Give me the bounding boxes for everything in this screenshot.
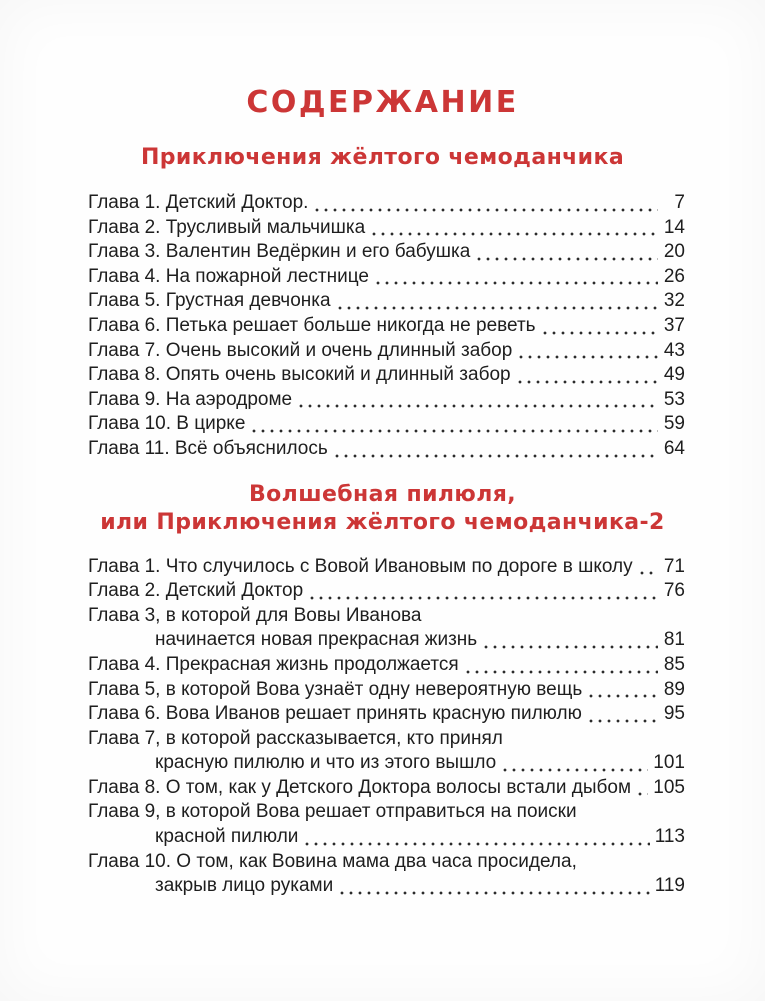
page-number: 53: [663, 388, 685, 410]
toc-entry: [88, 388, 685, 413]
page-number: 105: [653, 776, 685, 798]
page-number: 49: [663, 364, 685, 386]
toc-section-2: [0, 481, 765, 899]
page-number: 113: [654, 826, 685, 848]
toc-entry: [88, 628, 685, 653]
dot-leader: [335, 453, 658, 459]
toc-entry-text: Глава 10. В цирке: [88, 413, 246, 435]
page-number: 81: [663, 629, 685, 651]
toc-entry: [88, 825, 685, 850]
dot-leader: [589, 718, 658, 724]
toc-entry: [88, 191, 685, 216]
toc-entry: [88, 751, 685, 776]
toc-entry: [88, 339, 685, 364]
toc-entry: [88, 314, 685, 339]
page-number: 71: [663, 555, 685, 577]
toc-entry-text: Глава 1. Что случилось с Вовой Ивановым по дороге в школу: [88, 555, 633, 577]
toc: [0, 144, 765, 899]
toc-entry-text: Глава 4. Прекрасная жизнь продолжается: [88, 653, 459, 675]
toc-entry-text: Глава 7, в которой рассказывается, кто принял: [88, 727, 503, 749]
dot-leader: [589, 693, 658, 699]
section-title-line: Волшебная пилюля,: [249, 481, 516, 507]
page-number: 85: [663, 653, 685, 675]
dot-leader: [372, 231, 658, 237]
toc-entry-text: Глава 3. Валентин Ведёркин и его бабушка: [88, 241, 471, 263]
toc-entry-text: закрыв лицо руками: [155, 875, 334, 897]
dot-leader: [310, 595, 658, 601]
toc-entry-text: Глава 5. Грустная девчонка: [88, 290, 331, 312]
toc-entry-text: Глава 9, в которой Вова решает отправиться на поиски: [88, 801, 577, 823]
toc-entry: [88, 363, 685, 388]
page-number: 37: [663, 314, 685, 336]
toc-entry: [88, 727, 685, 752]
toc-entry-text: Глава 9. На аэродроме: [88, 388, 293, 410]
dot-leader: [503, 767, 648, 773]
toc-entry: [88, 702, 685, 727]
dot-leader: [338, 305, 658, 311]
toc-entry: [88, 265, 685, 290]
toc-entry: [88, 874, 685, 899]
dot-leader: [640, 570, 658, 576]
toc-entry-text: красной пилюли: [155, 826, 299, 848]
toc-entry: [88, 579, 685, 604]
section-title: [0, 481, 765, 537]
toc-entry: [88, 850, 685, 875]
dot-leader: [252, 428, 658, 434]
dot-leader: [477, 256, 658, 262]
dot-leader: [518, 379, 658, 385]
toc-entry: [88, 216, 685, 241]
toc-entry-text: Глава 2. Трусливый мальчишка: [88, 216, 366, 238]
toc-entry: [88, 240, 685, 265]
toc-entry: [88, 289, 685, 314]
page-number: 7: [674, 192, 685, 213]
toc-section-1: [0, 144, 765, 462]
toc-entry-text: начинается новая прекрасная жизнь: [155, 629, 478, 651]
page-number: 14: [663, 216, 685, 238]
dot-leader: [484, 644, 658, 650]
page-number: 95: [663, 703, 685, 725]
toc-entry: [88, 653, 685, 678]
toc-entry-text: Глава 3, в которой для Вовы Иванова: [88, 604, 422, 626]
page-number: 26: [663, 265, 685, 287]
toc-entry-text: Глава 7. Очень высокий и очень длинный забор: [88, 339, 513, 361]
dot-leader: [466, 669, 658, 675]
toc-entry-text: Глава 8. Опять очень высокий и длинный забор: [88, 364, 511, 386]
dot-leader: [305, 841, 649, 847]
page-number: 64: [663, 437, 685, 459]
toc-entry: [88, 604, 685, 629]
page-number: 101: [653, 752, 685, 774]
page-number: 59: [663, 413, 685, 435]
dot-leader: [543, 330, 658, 336]
toc-entry: [88, 800, 685, 825]
toc-entry: [88, 678, 685, 703]
page-number: 119: [654, 875, 685, 897]
dot-leader: [519, 354, 658, 360]
section-title: [0, 144, 765, 172]
dot-leader: [315, 207, 658, 213]
dot-leader: [299, 403, 658, 409]
toc-entry: [88, 555, 685, 580]
dot-leader: [340, 890, 649, 896]
toc-list: [88, 555, 685, 899]
toc-entry-text: Глава 4. На пожарной лестнице: [88, 265, 369, 287]
dot-leader: [638, 791, 648, 797]
toc-entry-text: Глава 5, в которой Вова узнаёт одну невероятную вещь: [88, 678, 583, 700]
toc-entry: [88, 437, 685, 462]
dot-leader: [376, 280, 658, 286]
toc-entry: [88, 412, 685, 437]
toc-entry-text: Глава 1. Детский Доктор.: [88, 192, 309, 213]
page-number: 43: [663, 339, 685, 361]
page-number: 76: [663, 580, 685, 602]
toc-entry-text: Глава 6. Вова Иванов решает принять красную пилюлю: [88, 703, 582, 725]
toc-entry: [88, 776, 685, 801]
section-title-line: Приключения жёлтого чемоданчика: [140, 145, 625, 170]
page-number: 89: [663, 678, 685, 700]
toc-entry-text: Глава 11. Всё объяснилось: [88, 437, 328, 459]
toc-entry-text: красную пилюлю и что из этого вышло: [155, 752, 497, 774]
toc-entry-text: Глава 8. О том, как у Детского Доктора волосы встали дыбом: [88, 776, 632, 798]
page-number: 32: [663, 290, 685, 312]
toc-list: [88, 191, 685, 462]
toc-entry-text: Глава 2. Детский Доктор: [88, 580, 304, 602]
section-title-line: или Приключения жёлтого чемоданчика-2: [100, 509, 665, 535]
toc-entry-text: Глава 10. О том, как Вовина мама два часа просидела,: [88, 850, 577, 872]
toc-entry-text: Глава 6. Петька решает больше никогда не реветь: [88, 314, 536, 336]
page-number: 20: [663, 241, 685, 263]
page-title: СОДЕРЖАНИЕ: [246, 85, 519, 120]
